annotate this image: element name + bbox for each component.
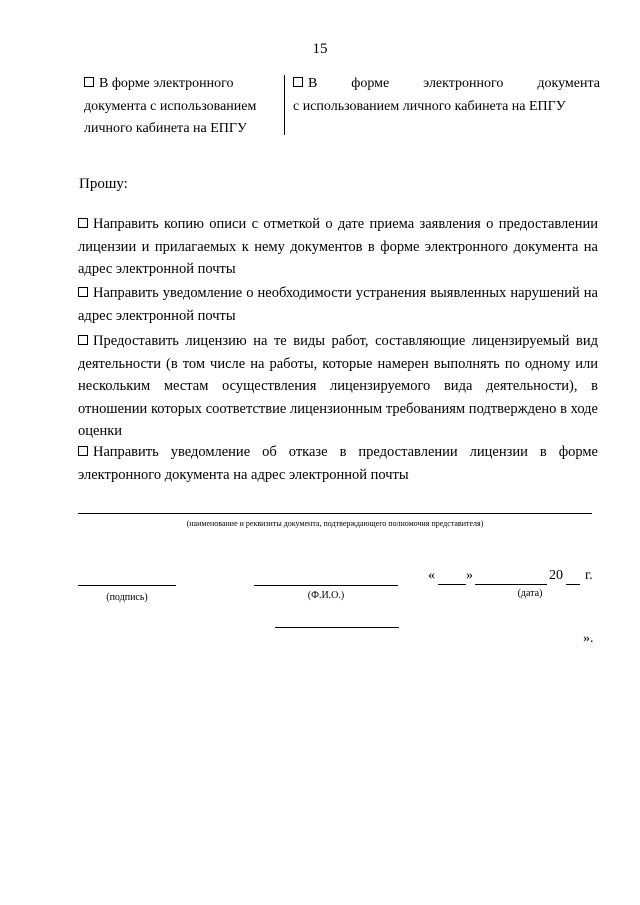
date-day-line[interactable] [438,584,466,585]
checkbox-icon[interactable] [78,218,88,228]
extra-line[interactable] [275,627,399,628]
option-right-label-line1: В форме электронного документа [308,76,600,91]
request-heading: Прошу: [79,176,128,192]
closing-mark: ». [583,631,594,646]
document-line[interactable] [78,513,592,514]
checkbox-icon[interactable] [78,446,88,456]
checkbox-icon[interactable] [293,77,303,87]
checkbox-icon[interactable] [78,287,88,297]
submission-options-table [78,73,600,135]
document-caption: (наименование и реквизиты документа, подтверждающего полномочия представителя) [186,519,484,528]
option-right[interactable] [293,73,600,118]
option-left-label: В форме электронного документа с использованием личного кабинета на ЕПГУ [84,76,257,136]
request-item[interactable] [78,330,598,443]
date-month-line[interactable] [475,584,547,585]
date-year-prefix: 20 [549,568,563,583]
date-close-quote: » [466,568,473,583]
checkbox-icon[interactable] [78,335,88,345]
date-label: (дата) [517,588,543,599]
date-year-line[interactable] [566,584,580,585]
date-open-quote: « [428,568,435,583]
table-divider [284,75,285,135]
page-number: 15 [312,41,328,57]
request-text: Направить копию описи с отметкой о дате приема заявления о предоставлении лицензии и прилагаемых к нему документов в форме электронного документа на адрес электронной почты [78,216,598,277]
request-text: Предоставить лицензию на те виды работ, составляющие лицензируемый вид деятельности (в том числе на работы, которые намерен выполнять по одному или нескольким местам осуществления лицензируемого вида деятельности), в отношении которых соответствие лицензионным требованиям подтверждено в ходе оценки [78,333,598,439]
option-right-label-line2: с использованием личного кабинета на ЕПГУ [293,98,566,114]
date-year-suffix: г. [585,568,593,583]
request-text: Направить уведомление о необходимости устранения выявленных нарушений на адрес электронной почты [78,285,598,324]
request-text: Направить уведомление об отказе в предоставлении лицензии в форме электронного документа на адрес электронной почты [78,444,598,483]
signature-label: (подпись) [106,592,148,603]
checkbox-icon[interactable] [84,77,94,87]
option-left[interactable] [84,73,284,141]
name-line[interactable] [254,585,398,586]
name-label: (Ф.И.О.) [307,590,345,601]
request-item[interactable] [78,441,598,486]
request-item[interactable] [78,213,598,281]
signature-line[interactable] [78,585,176,586]
request-item[interactable] [78,282,598,327]
